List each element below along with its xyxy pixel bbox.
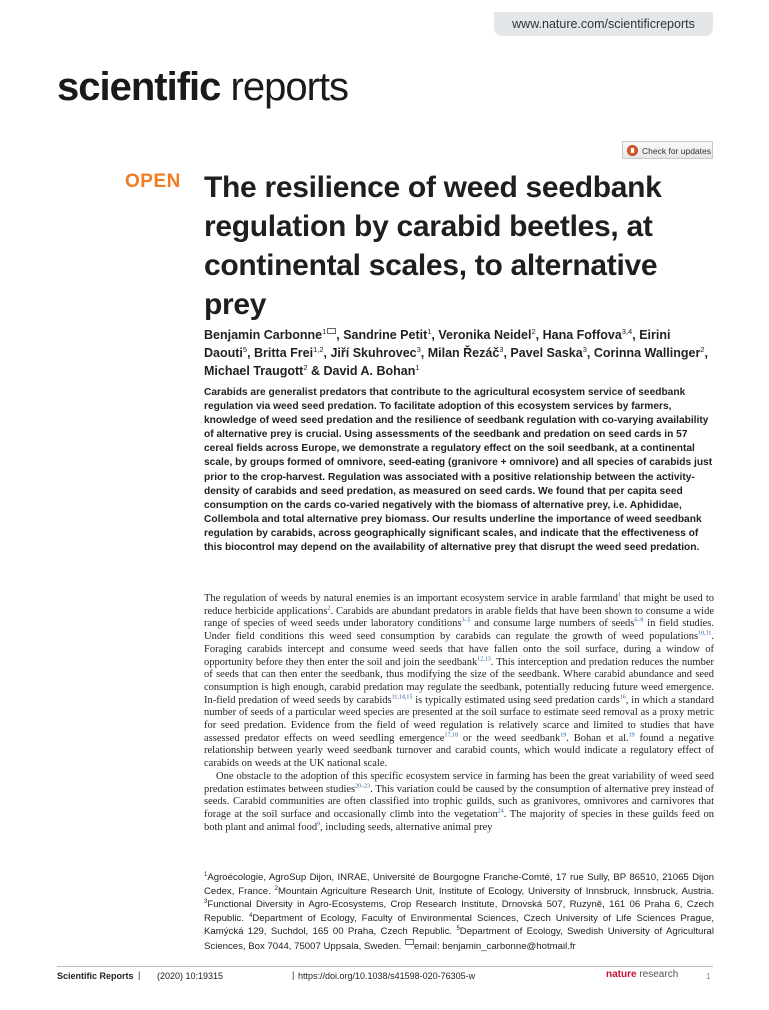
logo-research: research [639,969,679,980]
page-number: 1 [706,972,711,981]
affiliation-text: Department of Ecology, Swedish University of Agricultural Sciences, Box 7044, 75007 Uppsala, Sweden. [204,926,714,953]
crossmark-icon [627,145,638,156]
author-name[interactable]: Michael Traugott [204,364,304,378]
open-access-label: OPEN [125,171,181,192]
author-affiliation-ref: 3 [499,344,504,354]
logo-light: reports [230,65,349,109]
citation-ref[interactable]: 19 [628,732,635,739]
citation-ref[interactable]: 24 [497,808,504,815]
footer-journal: Scientific Reports [57,971,134,981]
author-name[interactable]: Milan Řezáč [427,346,500,360]
footer-separator: | [138,970,141,980]
citation-ref[interactable]: 3–5 [461,617,471,624]
paragraph-2: One obstacle to the adoption of this specific ecosystem service in farming has been the great variability of weed seed predation estimates between studies$^{20-23}$. This variation could be caused by the consumption of alternative prey instead of seeds. Carabid communities are often classified into trophic guilds, such as granivores, omnivores and carnivores that forage at the soil surface and occasionally climb into the vegetation$^{24}$. The majority of species in these guilds feed on both plant and animal food$^9$, including seeds, alternative animal prey [204,770,714,833]
citation-ref[interactable]: 2 [327,605,331,612]
logo-bold: scientific [57,65,221,109]
footer-separator: | [292,970,295,980]
email-icon[interactable] [327,328,336,334]
citation-ref[interactable]: 9 [317,821,321,828]
affiliation-text: Agroécologie, AgroSup Dijon, INRAE, Université de Bourgogne Franche-Comté, 17 rue Sully, BP 86510, 21065 Dijon Cedex, France. [204,872,714,897]
affiliation-number: 1 [204,871,208,878]
affiliation-number: 3 [204,899,208,905]
footer-doi-link[interactable]: https://doi.org/10.1038/s41598-020-76305-w [298,971,476,981]
affiliation-text: Mountain Agriculture Research Unit, Institute of Ecology, University of Innsbruck, Innsbruck, Austria. [277,885,714,897]
author-affiliation-ref: 3 [416,344,421,354]
nature-research-logo [606,969,678,980]
footer-volume: (2020) 10:19315 [157,971,224,981]
author-name[interactable]: Hana Foffova [542,328,622,342]
abstract: Carabids are generalist predators that contribute to the agricultural ecosystem service of seedbank regulation via weed seed predation. To facilitate adoption of this ecosystem services by farmers, knowledge of weed seed predation and the resilience of seedbank regulation with co-varying availability of alternative prey is crucial. Using assessments of the seedbank and predation on seed cards in 57 cereal fields across Europe, we demonstrate a regulatory effect on the soil seedbank, at a continental scale, by groups formed of omnivore, seed-eating (granivore + omnivore) and all species of carabids just prior to the crop-harvest. Regulation was associated with a positive relationship between the activity-density of carabids and seed predation, as measured on seed cards. We found that per capita seed consumption on the cards co-varied negatively with the biomass of alternative prey, i.e. Aphididae, Collembola and total alternative prey biomass. Our results underline the importance of weed seedbank regulation by carabids, across geographically significant scales, and indicate that the effectiveness of this biocontrol may depend on the availability of alternative prey that disrupt the weed seed predation. [204,387,713,554]
affiliations [204,871,714,954]
author-name[interactable]: Benjamin Carbonne [204,328,323,342]
author-affiliation-ref: 1 [427,326,432,336]
author-affiliation-ref: 5 [242,344,248,354]
author-name[interactable]: Eirini Daouti [204,328,671,360]
check-updates-label: Check for updates [642,146,711,156]
citation-ref[interactable]: 19 [560,732,567,739]
author-affiliation-ref: 1 [415,362,420,372]
logo-nature: nature [606,969,637,980]
check-for-updates-button[interactable] [622,141,713,159]
author-affiliation-ref: 2 [531,326,536,336]
affiliation-text: Functional Diversity in Agro-Ecosystems, Crop Research Institute, Drnovská 507, Ruzyně, 161 06 Praha 6, Czech Republic. [204,899,714,924]
author-affiliation-ref: 3,4 [621,326,633,336]
author-name[interactable]: Britta Frei [254,346,314,360]
author-name[interactable]: Pavel Saska [510,346,583,360]
body-text [204,593,714,834]
citation-ref[interactable]: 6–9 [634,617,644,624]
citation-ref[interactable]: 10,11 [698,630,712,637]
paragraph-1: The regulation of weeds by natural enemies is an important ecosystem service in arable farmland$^1$ that might be used to reduce herbicide applications$^2$. Carabids are abundant predators in arable fields that have been shown to consume a wide range of species of weed seeds under laboratory conditions$^{3-5}$ and consume large numbers of seeds$^{6-9}$ in field studies. Under field conditions this weed seed consumption by carabids can regulate the growth of weed populations$^{10,11}$. Foraging carabids intercept and consume weed seeds that have fallen onto the soil surface, during a window of opportunity before they then enter the soil and join the seedbank$^{12,13}$. This interception and predation reduces the number of seeds that can then enter the seedbank, thus modifying the size of the seedbank. Where carabid abundance and seed consumption is high enough, carabid predation may regulate the seedbank, potentially reducing future weed emergence. In-field predation of weed seeds by carabids$^{11,14,15}$ is typically estimated using seed predation cards$^{16}$, in which a standard number of seeds of a particular weed species are presented at the soil surface to estimate seed removal as a proxy metric for seed predation. Evidence from the field of weed regulation is relatively scarce and limited to studies that have assessed predator effects on weed seedling emergence$^{17,18}$ or the weed seedbank$^{19}$. Bohan et al.$^{19}$ found a negative relationship between yearly weed seedbank turnover and carabid counts, which would indicate a regulatory effect of carabids on weeds at the UK national scale. [204,592,715,770]
author-name[interactable]: Corinna Wallinger [593,346,701,360]
author-list: Benjamin Carbonne$^1$ , Sandrine Petit$^1$, Veronika Neidel$^2$, Hana Foffova$^{3,4}$, Eirini Daouti$^5$, Britta Frei$^{1,2}$, Jiří Skuhrovec$^3$, Milan Řezáč$^3$, Pavel Saska$^3$, Corinna Wallinger$^2$, Michael Traugott$^2$ & David A. Bohan$^1$ [204,326,708,378]
citation-ref[interactable]: 11,14,15 [391,694,413,701]
affiliation-number: 4 [249,912,253,919]
email-link[interactable]: email: benjamin_carbonne@hotmail.fr [414,941,576,953]
affiliation-text: Department of Ecology, Faculty of Environmental Sciences, Czech University of Life Sciences Prague, Kamýcká 129, Suchdol, 165 00 Praha, Czech Republic. [204,912,714,938]
footer-divider [57,966,713,967]
citation-ref[interactable]: 12,13 [477,656,491,663]
author-name[interactable]: Sandrine Petit [343,328,428,342]
author-affiliation-ref: 2 [303,362,308,372]
journal-url[interactable]: www.nature.com/scientificreports [494,12,713,36]
citation-ref[interactable]: 20–23 [355,783,371,790]
article-title: The resilience of weed seedbank regulation by carabid beetles, at continental scales, to alternative prey [204,171,662,321]
author-affiliation-ref: 1,2 [313,344,324,354]
author-name[interactable]: David A. Bohan [323,364,416,378]
journal-logo[interactable] [57,64,348,110]
citation-ref[interactable]: 16 [619,694,626,701]
author-affiliation-ref: 1 [322,326,327,336]
author-affiliation-ref: 3 [582,344,587,354]
citation-ref[interactable]: 1 [618,592,622,599]
citation-ref[interactable]: 17,18 [444,732,458,739]
author-name[interactable]: Veronika Neidel [438,328,532,342]
author-name[interactable]: Jiří Skuhrovec [330,346,417,360]
affiliation-number: 5 [456,926,460,933]
email-icon [405,939,414,945]
affiliation-number: 2 [274,885,278,892]
author-affiliation-ref: 2 [700,344,705,354]
